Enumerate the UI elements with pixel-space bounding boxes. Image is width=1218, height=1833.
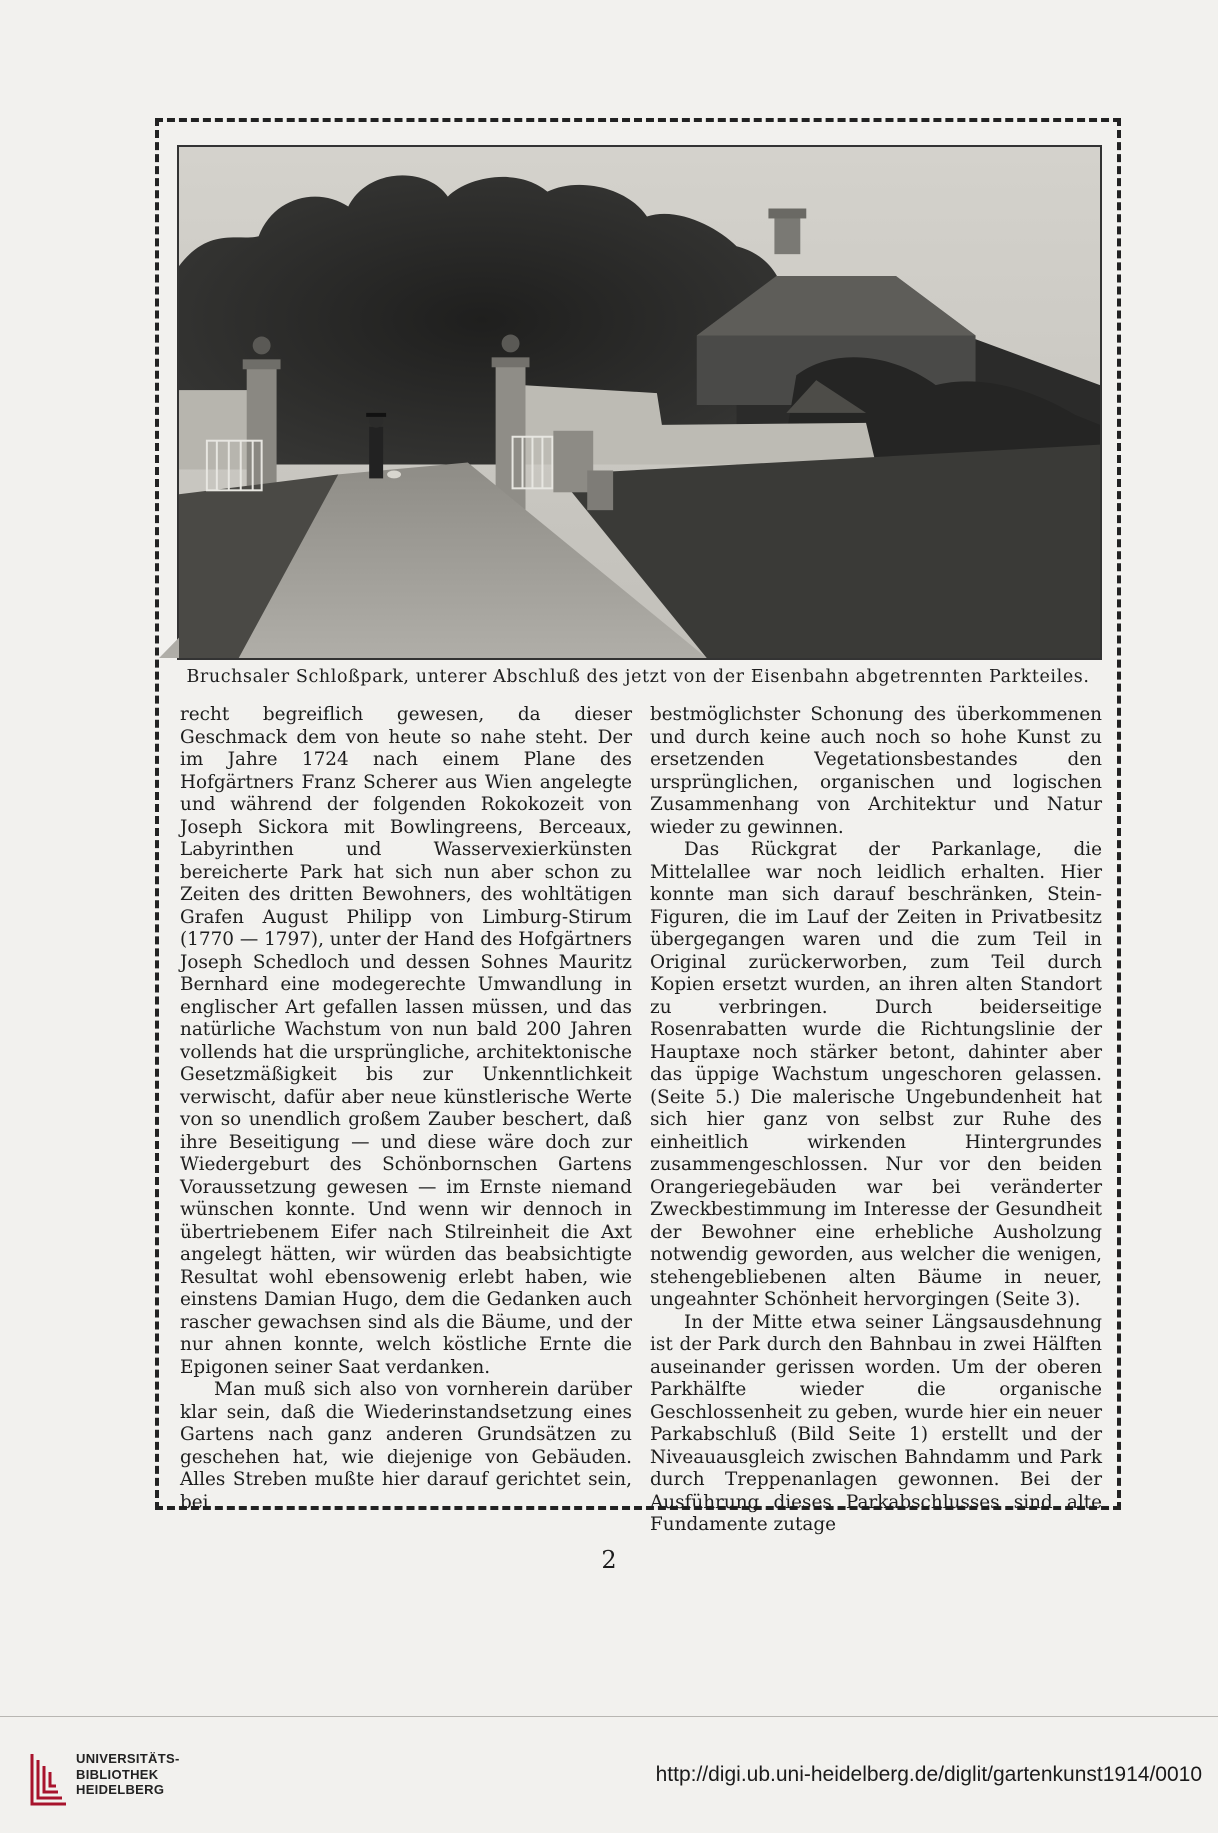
paragraph: bestmöglichster Schonung des überkommenen und durch keine auch noch so hohe Kunst zu ersetzenden Vegetationsbestandes den ursprünglichen, organischen und logischen Zusammenhang von Architektur und Natur wieder zu gewinnen. <box>650 704 1102 838</box>
source-url-link[interactable]: http://digi.ub.uni-heidelberg.de/diglit/gartenkunst1914/0010 <box>655 1763 1202 1786</box>
figure-caption: Bruchsaler Schloßpark, unterer Abschluß des jetzt von der Eisenbahn abgetrennten Parkteiles. <box>186 667 1090 687</box>
library-name-line: HEIDELBERG <box>76 1782 165 1797</box>
park-photo-illustration <box>179 147 1100 658</box>
paragraph: Das Rückgrat der Parkanlage, die Mittelallee war noch leidlich erhalten. Hier konnte man sich darauf beschränken, Stein-Figuren, die im Lauf der Zeiten in Privatbesitz übergegangen waren und die zum Teil in Original zurückerworben, zum Teil durch Kopien ersetzt wurden, an ihren alten Standort zu verbringen. Durch beiderseitige Rosenrabatten wurde die Richtungslinie der Hauptaxe noch stärker betont, dahinter aber das üppige Wachstum ungeschoren gelassen. (Seite 5.) Die malerische Ungebundenheit hat sich hier ganz von selbst zur Ruhe des einheitlich wirkenden Hintergrundes zusammengeschlossen. Nur vor den beiden Orangeriegebäuden war bei veränderter Zweckbestimmung im Interesse der Gesundheit der Bewohner eine erhebliche Ausholzung notwendig geworden, aus welcher die wenigen, stehengebliebenen alten Bäume in neuer, ungeahnter Schönheit hervorgingen (Seite 3). <box>650 839 1102 1310</box>
library-name <box>76 1751 180 1798</box>
paragraph: Man muß sich also von vornherein darüber klar sein, daß die Wiederinstandsetzung eines Gartens nach ganz anderen Grundsätzen zu geschehen hat, wie diejenige von Gebäuden. Alles Streben mußte hier darauf gerichtet sein, bei <box>180 1379 632 1513</box>
paragraph: recht begreiflich gewesen, da dieser Geschmack dem von heute so nahe steht. Der im Jahre 1724 nach einem Plane des Hofgärtners Franz Scherer aus Wien angelegte und während der folgenden Rokokozeit von Joseph Sickora mit Bowlingreens, Berceaux, Labyrinthen und Wasservexierkünsten bereicherte Park hat sich nun aber schon zu Zeiten des dritten Bewohners, des wohltätigen Grafen August Philipp von Limburg-Stirum (1770 — 1797), unter der Hand des Hofgärtners Joseph Schedloch und dessen Sohnes Mauritz Bernhard eine modegerechte Umwandlung in englischer Art gefallen lassen müssen, und das natürliche Wachstum von nun bald 200 Jahren vollends hat die ursprüngliche, architektonische Gesetzmäßigkeit bis zur Unkenntlichkeit verwischt, dafür aber neue künstlerische Werte von so unendlich großem Zauber beschert, daß ihre Beseitigung — und diese wäre doch zur Wiedergeburt des Schönbornschen Gartens Voraussetzung gewesen — im Ernste niemand wünschen konnte. Und wenn wir dennoch in übertriebenem Eifer nach Stilreinheit die Axt angelegt hätten, wir würden das beabsichtigte Resultat wohl ebensowenig erlebt haben, wie einstens Damian Hugo, dem die Gedanken auch rascher gewachsen sind als die Bäume, und der nur ahnen konnte, welch köstliche Ernte die Epigonen seiner Saat verdanken. <box>180 704 632 1378</box>
right-text-column <box>650 704 1102 1535</box>
page-number: 2 <box>601 1546 617 1574</box>
ub-heidelberg-logo-icon <box>28 1750 70 1808</box>
library-name-line: UNIVERSITÄTS- <box>76 1751 180 1766</box>
paragraph: In der Mitte etwa seiner Längsausdehnung ist der Park durch den Bahnbau in zwei Hälften auseinander gerissen worden. Um der oberen Parkhälfte wieder die organische Geschlossenheit zu geben, wurde hier ein neuer Parkabschluß (Bild Seite 1) erstellt und der Niveauausgleich zwischen Bahndamm und Park durch Treppenanlagen gewonnen. Bei der Ausführung dieses Parkabschlusses sind alte Fundamente zutage <box>650 1311 1102 1535</box>
footer-divider <box>0 1716 1218 1717</box>
left-text-column <box>180 704 632 1513</box>
park-photograph <box>177 145 1102 660</box>
library-name-line: BIBLIOTHEK <box>76 1766 159 1782</box>
